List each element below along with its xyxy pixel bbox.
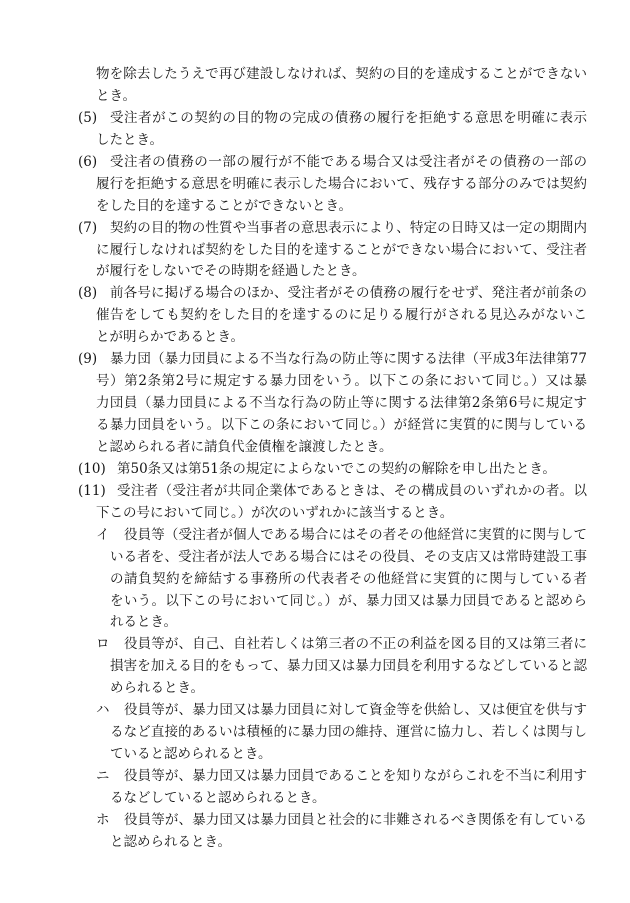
document-line: 役員等（受注者が個人である場合にはその者その他経営に実質的に関与して [124, 526, 587, 543]
document-line: と認められる者に請負代金債権を譲渡したとき。 [96, 438, 393, 455]
sub-item-ho [0, 810, 630, 854]
sub-item-ni [0, 766, 630, 810]
list-item-10 [0, 459, 630, 481]
document-line: 役員等が、暴力団又は暴力団員であることを知りながらこれを不当に利用す [124, 768, 587, 784]
document-line: いる者を、受注者が法人である場合にはその役員、その支店又は常時建設工事 [110, 548, 587, 565]
document-line: ていると認められるとき。 [110, 746, 272, 763]
item-number: (10) [78, 460, 106, 477]
document-line: 物を除去したうえで再び建設しなければ、契約の目的を達成することができない [96, 66, 587, 82]
document-line: をした目的を達することができないとき。 [96, 197, 352, 214]
item-number: (7) [78, 219, 98, 236]
document-line: 受注者（受注者が共同企業体であるときは、その構成員のいずれかの者。以 [117, 482, 587, 499]
sub-item-marker: ニ [96, 768, 110, 784]
item-number: (6) [78, 153, 98, 170]
document-line: 役員等が、自己、自社若しくは第三者の不正の利益を図る目的又は第三者に [124, 636, 587, 653]
document-line: とき。 [96, 87, 136, 104]
sub-item-marker: ロ [96, 636, 110, 653]
sub-item-i [0, 525, 630, 635]
document-body [0, 64, 630, 854]
sub-item-marker: ホ [96, 811, 110, 828]
item-number: (9) [78, 351, 98, 368]
list-item-9 [0, 349, 630, 459]
document-line: をいう。以下この号において同じ。）が、暴力団又は暴力団員であると認めら [110, 592, 587, 609]
document-line: 号）第2条第2号に規定する暴力団をいう。以下この条において同じ。）又は暴 [96, 373, 587, 390]
document-line: とが明らかであるとき。 [96, 329, 244, 346]
document-line: る暴力団員をいう。以下この条において同じ。）が経営に実質的に関与している [96, 417, 587, 433]
document-line: 契約の目的物の性質や当事者の意思表示により、特定の日時又は一定の期間内 [110, 219, 587, 236]
item-number: (8) [78, 285, 98, 302]
document-line: の請負契約を締結する事務所の代表者その他経営に実質的に関与している者 [110, 570, 587, 587]
document-line: 下この号において同じ。）が次のいずれかに該当するとき。 [96, 504, 454, 521]
document-line: るなど直接的あるいは積極的に暴力団の維持、運営に協力し、若しくは関与し [110, 724, 587, 741]
document-line: 前各号に掲げる場合のほか、受注者がその債務の履行をせず、発注者が前条の [110, 285, 587, 302]
document-line: 力団員（暴力団員による不当な行為の防止等に関する法律第2条第6号に規定す [96, 395, 587, 412]
document-line: 役員等が、暴力団又は暴力団員に対して資金等を供給し、又は便宜を供与す [124, 702, 587, 719]
document-line: したとき。 [96, 131, 163, 148]
list-item-8 [0, 283, 630, 349]
item-number: (11) [78, 482, 106, 499]
document-line: が履行をしないでその時期を経過したとき。 [96, 263, 366, 280]
previous-item-continuation [0, 64, 630, 108]
list-item-5 [0, 108, 630, 152]
list-item-11 [0, 481, 630, 854]
document-line: 損害を加える目的をもって、暴力団又は暴力団員を利用するなどしていると認 [110, 658, 587, 675]
document-line: 暴力団（暴力団員による不当な行為の防止等に関する法律（平成3年法律第77 [110, 351, 587, 368]
item-number: (5) [78, 109, 98, 126]
sub-item-marker: ハ [96, 702, 110, 719]
sub-item-ro [0, 634, 630, 700]
sub-item-marker: イ [96, 526, 110, 543]
document-line: 受注者がこの契約の目的物の完成の債務の履行を拒絶する意思を明確に表示 [110, 109, 587, 126]
list-item-6 [0, 152, 630, 218]
document-line: に履行しなければ契約をした目的を達することができない場合において、受注者 [96, 241, 587, 258]
document-line: 受注者の債務の一部の履行が不能である場合又は受注者がその債務の一部の [110, 153, 587, 170]
document-line: るなどしていると認められるとき。 [110, 789, 326, 806]
sub-item-ha [0, 700, 630, 766]
document-line: 役員等が、暴力団又は暴力団員と社会的に非難されるべき関係を有している [124, 811, 587, 828]
document-line: められるとき。 [110, 680, 204, 697]
list-item-7 [0, 218, 630, 284]
document-line: 履行を拒絶する意思を明確に表示した場合において、残存する部分のみでは契約 [96, 175, 587, 192]
document-line: れるとき。 [110, 614, 177, 631]
document-line: と認められるとき。 [110, 833, 231, 850]
document-line: 催告をしても契約をした目的を達するのに足りる履行がされる見込みがないこ [96, 307, 587, 324]
document-line: 第50条又は第51条の規定によらないでこの契約の解除を申し出たとき。 [117, 460, 556, 477]
